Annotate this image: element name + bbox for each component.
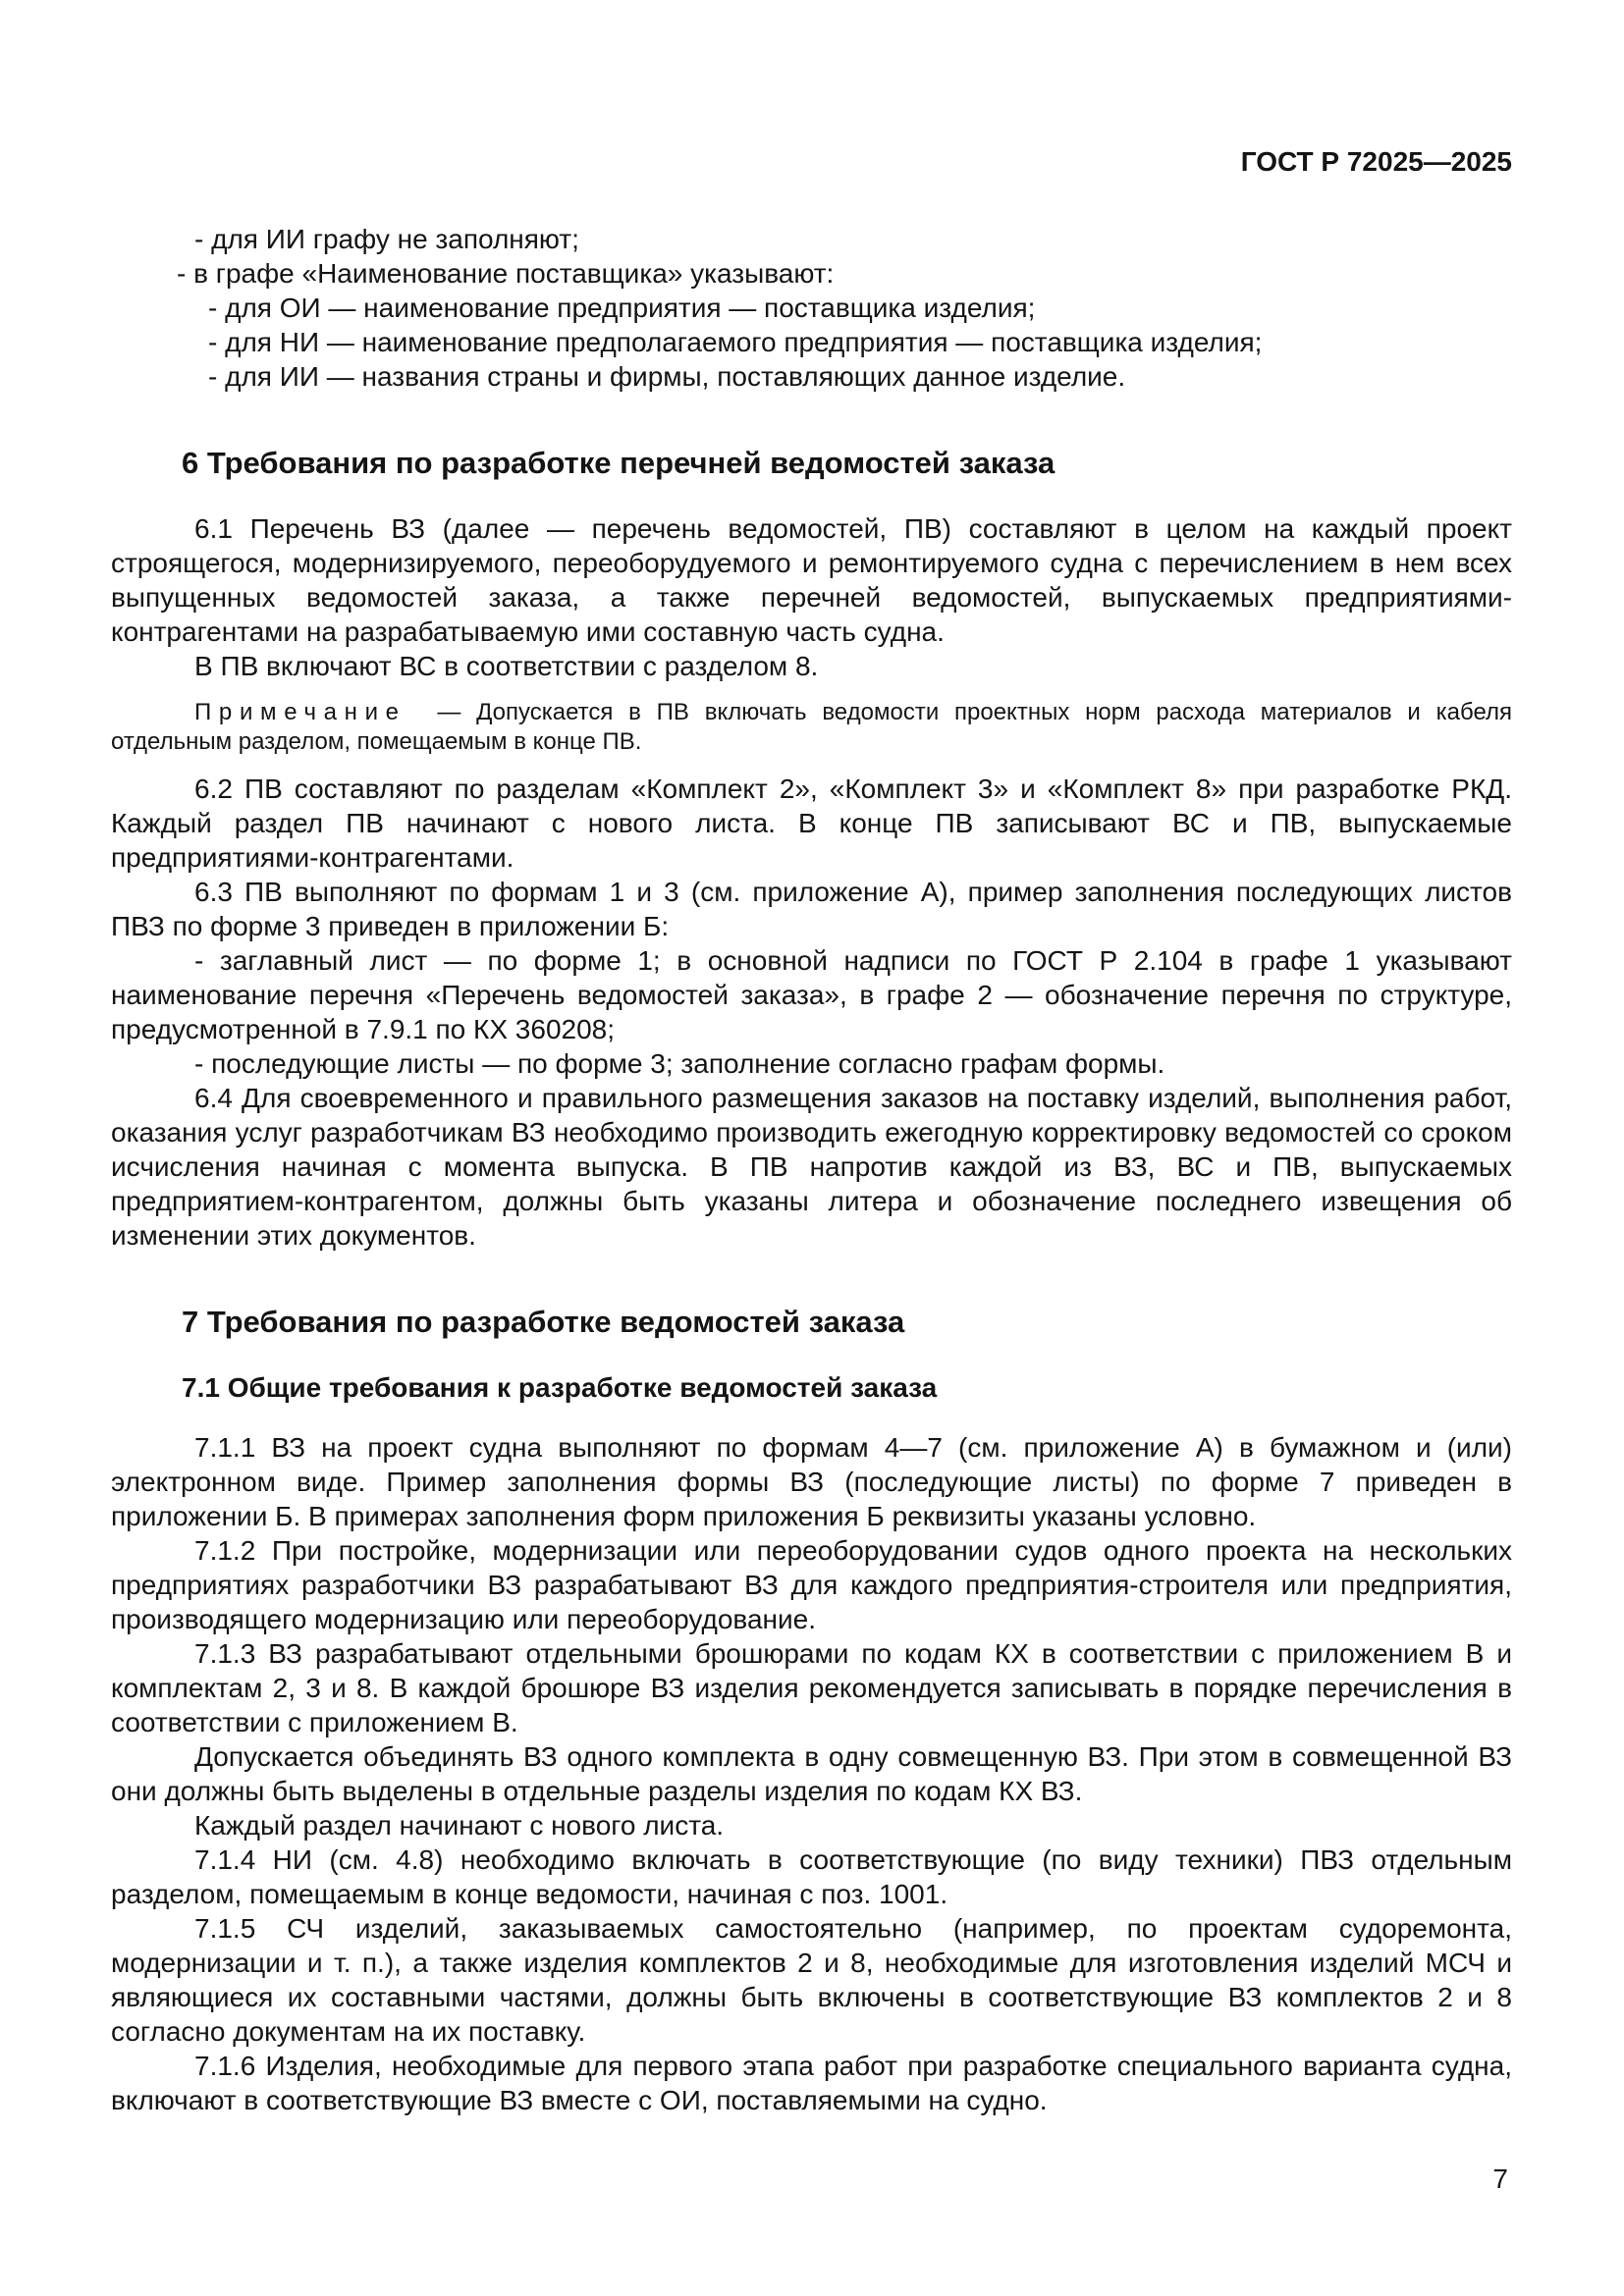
section-6-heading: 6 Требования по разработке перечней ведомостей заказа: [182, 446, 1056, 480]
paragraph-6-2: 6.2 ПВ составляют по разделам «Комплект 2», «Комплект 3» и «Комплект 8» при разработке РКД. Каждый раздел ПВ начинают с нового листа. В конце ПВ записывают ВС и ПВ, выпускаемые предприятиями-контрагентами.: [111, 774, 1512, 873]
list-item-oi: - для ОИ — наименование предприятия — поставщика изделия;: [208, 293, 1036, 323]
section-7-heading: 7 Требования по разработке ведомостей заказа: [182, 1305, 905, 1339]
paragraph-7-1-3-continuation-1: Допускается объединять ВЗ одного комплекта в одну совмещенную ВЗ. При этом в совмещенной ВЗ они должны быть выделены в отдельные разделы изделия по кодам КХ ВЗ.: [111, 1741, 1512, 1806]
paragraph-6-3-list-item-2: - последующие листы — по форме 3; заполнение согласно графам формы.: [194, 1048, 1165, 1079]
paragraph-7-1-1: 7.1.1 ВЗ на проект судна выполняют по формам 4—7 (см. приложение А) в бумажном и (или) электронном виде. Пример заполнения формы ВЗ (последующие листы) по форме 7 приведен в приложении Б. В примерах заполнения форм приложения Б реквизиты указаны условно.: [111, 1432, 1512, 1531]
list-item-supplier-name-column: - в графе «Наименование поставщика» указывают:: [177, 258, 835, 289]
paragraph-7-1-4: 7.1.4 НИ (см. 4.8) необходимо включать в соответствующие (по виду техники) ПВЗ отдельным разделом, помещаемым в конце ведомости, начиная с поз. 1001.: [111, 1844, 1512, 1909]
note-label: Примечание: [194, 699, 406, 725]
paragraph-7-1-2: 7.1.2 При постройке, модернизации или переоборудовании судов одного проекта на нескольких предприятиях разработчики ВЗ разрабатывают ВЗ для каждого предприятия-строителя или предприятия, производящего модернизацию или переоборудование.: [111, 1535, 1512, 1634]
page-number: 7: [1492, 2163, 1508, 2194]
paragraph-7-1-6: 7.1.6 Изделия, необходимые для первого этапа работ при разработке специального варианта судна, включают в соответствующие ВЗ вместе с ОИ, поставляемыми на судно.: [111, 2051, 1512, 2115]
list-item-ii-blank-column: - для ИИ графу не заполняют;: [194, 224, 579, 254]
paragraph-7-1-3: 7.1.3 ВЗ разрабатывают отдельными брошюрами по кодам КХ в соответствии с приложением В и комплектам 2, 3 и 8. В каждой брошюре ВЗ изделия рекомендуется записывать в порядке перечисления в соответствии с приложением В.: [111, 1638, 1512, 1737]
paragraph-6-1: 6.1 Перечень ВЗ (далее — перечень ведомостей, ПВ) составляют в целом на каждый проект строящегося, модернизируемого, переоборудуемого и ремонтируемого судна с перечислением в нем всех выпущенных ведомостей заказа, а также перечней ведомостей, выпускаемых предприятиями-контрагентами на разрабатываемую ими составную часть судна.: [111, 513, 1512, 647]
paragraph-7-1-3-continuation-2: Каждый раздел начинают с нового листа.: [194, 1810, 725, 1841]
paragraph-7-1-5: 7.1.5 СЧ изделий, заказываемых самостоятельно (например, по проектам судоремонта, модернизации и т. п.), а также изделия комплектов 2 и 8, необходимые для изготовления изделий МСЧ и являющиеся их составными частями, должны быть включены в соответствующие ВЗ комплектов 2 и 8 согласно документам на их поставку.: [111, 1913, 1512, 2047]
list-item-ni: - для НИ — наименование предполагаемого предприятия — поставщика изделия;: [208, 327, 1263, 357]
doc-code-header: ГОСТ Р 72025—2025: [1240, 146, 1512, 177]
paragraph-6-3: 6.3 ПВ выполняют по формам 1 и 3 (см. приложение А), пример заполнения последующих листов ПВЗ по форме 3 приведен в приложении Б:: [111, 877, 1512, 941]
list-item-ii: - для ИИ — названия страны и фирмы, поставляющих данное изделие.: [208, 361, 1126, 392]
note-block: [111, 698, 1512, 757]
section-7-1-heading: 7.1 Общие требования к разработке ведомостей заказа: [182, 1372, 938, 1403]
paragraph-6-1-continuation: В ПВ включают ВС в соответствии с разделом 8.: [194, 651, 819, 681]
paragraph-6-3-list-item-1: - заглавный лист — по форме 1; в основной надписи по ГОСТ Р 2.104 в графе 1 указывают наименование перечня «Перечень ведомостей заказа», в графе 2 — обозначение перечня по структуре, предусмотренной в 7.9.1 по КХ 360208;: [111, 945, 1512, 1044]
note-text: — Допускается в ПВ включать ведомости проектных норм расхода материалов и кабеля отдельным разделом, помещаемым в конце ПВ.: [111, 699, 1512, 755]
paragraph-6-4: 6.4 Для своевременного и правильного размещения заказов на поставку изделий, выполнения работ, оказания услуг разработчикам ВЗ необходимо производить ежегодную корректировку ведомостей со сроком исчисления начиная с момента выпуска. В ПВ напротив каждой из ВЗ, ВС и ПВ, выпускаемых предприятием-контрагентом, должны быть указаны литера и обозначение последнего извещения об изменении этих документов.: [111, 1083, 1512, 1251]
